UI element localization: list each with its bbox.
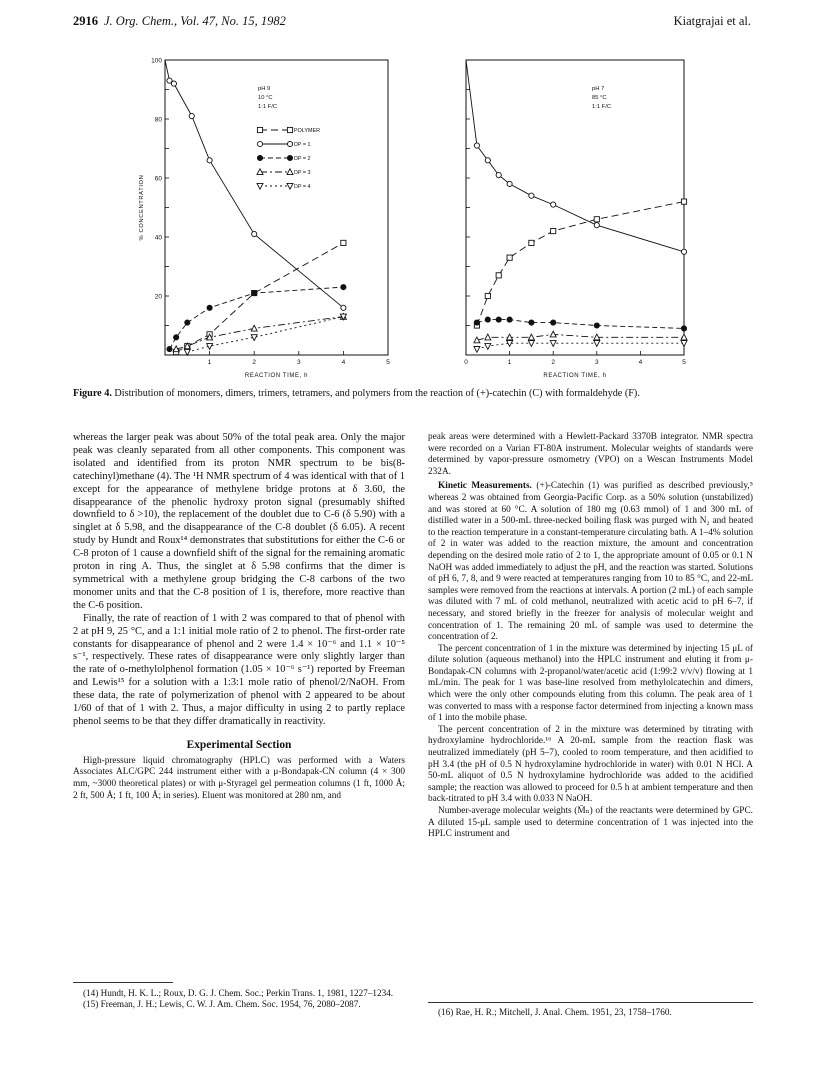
- footnote-rule-right: [428, 1002, 753, 1003]
- kinetic-heading: Kinetic Measurements.: [438, 481, 532, 492]
- legend-marker: [287, 169, 293, 175]
- data-point: [207, 305, 212, 310]
- data-point: [252, 290, 257, 295]
- data-point: [252, 231, 257, 236]
- data-point: [528, 334, 534, 340]
- footnote-15: (15) Freeman, J. H.; Lewis, C. W. J. Am. Chem. Soc. 1954, 76, 2080–2087.: [83, 999, 361, 1009]
- data-point: [485, 344, 491, 350]
- journal-citation: J. Org. Chem., Vol. 47, No. 15, 1982: [104, 14, 286, 28]
- series-line: [176, 317, 343, 350]
- data-point: [594, 341, 600, 347]
- data-point: [594, 223, 599, 228]
- series-dp-1: [165, 60, 346, 310]
- body-paragraph: Finally, the rate of reaction of 1 with 2 was compared to that of phenol with 2 at pH 9, 25 °C, and a 1:1 initial mole ratio of 2 to phenol. The first-order rate constants for disappearance of phenol and 2 were 1.4 × 10⁻⁶ and 1.1 × 10⁻⁵ s⁻¹, respectively. These rates of disappearance were only slightly larger than the rate of o-methylolphenol formation (1.05 × 10⁻⁶ s⁻¹) reported by Freeman and Lewis¹⁵ for a solution with a 1:3:1 mole ratio of phenol/2/NaOH. From these data, the rate of polymerization of phenol with 2 appeared to be about 1/60 of that of 1 with 2. Thus, a major difficulty in using 2 to partly replace phenol seems to be that they differ dramatically in reactivity.: [73, 612, 405, 727]
- y-tick-label: 100: [151, 57, 162, 65]
- experimental-heading: Experimental Section: [186, 738, 292, 751]
- series-polymer: [474, 199, 686, 328]
- data-point: [594, 323, 599, 328]
- x-tick-label: 2: [551, 359, 556, 366]
- condition-label: pH 7: [592, 86, 605, 92]
- x-tick-label: 1: [207, 359, 212, 366]
- legend-marker: [287, 141, 292, 146]
- footnote-16: (16) Rae, H. R.; Mitchell, J. Anal. Chem. 1951, 23, 1758–1760.: [438, 1007, 672, 1017]
- legend-marker: [257, 183, 263, 189]
- kinetic-paragraph: (+)-Catechin (1) was purified as described previously,⁵ whereas 2 was obtained from Georgia-Pacific Corp. as a 50% solution (unstabilized) and was stored at 60 °C. A solution of 180 mg (0.63 mmol) of 1 and 300 mL of distilled water in a 500-mL three-necked boiling flask was purged with N₂ and heated to the reaction temperature in a constant-temperature circulating bath. A 1–4% solution of 2 in water was added to the reaction mixture, the amount and concentration depending on the desired mole ratio of 2 to 1, the appropriate amount of 0.05 or 0.1 N NaOH was added immediately to adjust the pH, and the reaction was started. Solutions of pH 6, 7, 8, and 9 were reacted at temperatures ranging from 10 to 85 °C, and 22-mL samples were removed from the reactions at intervals. A portion (2 mL) of each sample was diluted with 7 mL of cold methanol, neutralized with acetic acid to pH 6–7, if necessary, and stored briefly in the freezer for analysis of molecular weight and concentration of 1. The remaining 20 mL of sample was used to determine the concentration of 2.: [428, 481, 754, 643]
- figure-caption-text: Distribution of monomers, dimers, trimers, tetramers, and polymers from the reaction of (+)-catechin (C) with formaldehyde (F).: [114, 388, 640, 399]
- data-point: [551, 320, 556, 325]
- x-tick-label: 0: [464, 359, 468, 366]
- data-point: [485, 158, 490, 163]
- series-line: [466, 60, 684, 252]
- data-point: [528, 341, 534, 347]
- y-axis-label: % CONCENTRATION: [139, 174, 145, 241]
- data-point: [507, 317, 512, 322]
- condition-label: 10 °C: [258, 95, 273, 101]
- right-column: [428, 432, 753, 841]
- data-point: [507, 181, 512, 186]
- data-point: [251, 325, 257, 331]
- data-point: [174, 335, 179, 340]
- legend-marker: [287, 155, 292, 160]
- page-number: 2916: [73, 14, 98, 28]
- x-tick-label: 4: [638, 359, 643, 366]
- data-point: [681, 249, 686, 254]
- data-point: [474, 347, 480, 353]
- data-point: [594, 217, 599, 222]
- x-tick-label: 5: [682, 359, 686, 366]
- y-tick-label: 20: [154, 293, 162, 301]
- legend-label: DP = 2: [294, 156, 311, 162]
- body-paragraph: peak areas were determined with a Hewlett-Packard 3370B integrator. NMR spectra were recorded on a Varian FT-80A instrument. Molecular weights of standards were determined by vapor-pressure osmometry (VPO) on a Wescan Instruments Model 232A.: [428, 432, 753, 477]
- series-line: [170, 287, 344, 349]
- condition-label: 1:1 F/C: [592, 104, 612, 110]
- data-point: [341, 285, 346, 290]
- data-point: [341, 305, 346, 310]
- data-point: [529, 240, 534, 245]
- data-point: [485, 293, 490, 298]
- plot-frame: [466, 60, 684, 355]
- condition-label: 1:1 F/C: [258, 104, 278, 110]
- y-tick-label: 40: [154, 234, 162, 242]
- condition-label: pH 9: [258, 86, 271, 92]
- footnotes-left: [73, 988, 405, 1010]
- data-point: [496, 172, 501, 177]
- legend: [257, 127, 320, 190]
- x-axis-label: REACTION TIME, h: [244, 373, 309, 379]
- x-tick-label: 1: [507, 359, 512, 366]
- data-point: [207, 158, 212, 163]
- footnotes-right: [428, 1007, 753, 1018]
- left-column: [73, 432, 405, 802]
- figure-4-charts: [0, 0, 821, 388]
- body-paragraph: whereas the larger peak was about 50% of the total peak area. Only the major peak was cleanly separated from all other components. This component was isolated and identified from its proton NMR spectrum to be bis(8-catechinyl)methane (4). The ¹H NMR spectrum of 4 was identical with that of 1 except for the appearance of methylene bridge protons at δ 3.60, the disappearance of the phenolic hydroxy proton signal (presumably shifted downfield to δ >10), the replacement of the doublet due to C-6 (δ 5.90) with a singlet at δ 5.98, and the disappearance of the C-8 doublet (δ 6.05). A recent study by Hundt and Roux¹⁴ demonstrates that substitutions for either the C-6 or C-8 proton of 1 cause a downfield shift of the signal for the remaining aromatic proton in ring A. Thus, the singlet at δ 5.98 confirms that the dimer is symmetrical with a methylene group bridging the C-8 carbons of the two monomer units and that the C-8 position of 1 is, therefore, more reactive than the C-6 position.: [73, 432, 405, 611]
- chart-panel-2: [464, 60, 687, 379]
- data-point: [474, 320, 479, 325]
- series-polymer: [174, 240, 346, 354]
- legend-marker: [257, 127, 262, 132]
- legend-label: POLYMER: [294, 128, 320, 134]
- series-dp-3: [173, 313, 346, 351]
- running-authors: Kiatgrajai et al.: [673, 14, 751, 28]
- condition-label: 85 °C: [592, 95, 607, 101]
- data-point: [507, 255, 512, 260]
- series-line: [165, 60, 343, 308]
- data-point: [681, 326, 686, 331]
- data-point: [681, 199, 686, 204]
- data-point: [167, 347, 172, 352]
- chart-panel-1: [139, 58, 390, 380]
- data-point: [529, 193, 534, 198]
- x-tick-label: 2: [252, 359, 257, 366]
- series-dp-4: [474, 341, 687, 353]
- y-tick-label: 60: [154, 175, 162, 183]
- series-line: [176, 243, 343, 352]
- x-tick-label: 5: [386, 359, 390, 366]
- series-dp-1: [466, 60, 687, 254]
- legend-marker: [257, 141, 262, 146]
- x-tick-label: 4: [341, 359, 346, 366]
- x-tick-label: 3: [296, 359, 301, 366]
- data-point: [185, 320, 190, 325]
- legend-marker: [287, 183, 293, 189]
- body-paragraph: The percent concentration of 1 in the mixture was determined by injecting 15 μL of dilute solution (aqueous methanol) into the HPLC instrument and eluting it from μ-Bondapak-CN columns with 2-propanol/water/acetic acid (1:99:2 v/v/v) flowing at 1 mL/min. The peak for 1 was base-line resolved from methylolcatechin and dimers, which were the only other compounds eluting from this column. The peak area of 1 was converted to mass with a response factor determined from injecting a known mass of 1 into the mobile phase.: [428, 643, 753, 724]
- legend-marker: [287, 127, 292, 132]
- legend-marker: [257, 155, 262, 160]
- data-point: [171, 81, 176, 86]
- legend-label: DP = 3: [294, 170, 311, 176]
- data-point: [550, 331, 556, 337]
- data-point: [485, 317, 490, 322]
- data-point: [184, 349, 190, 355]
- data-point: [550, 341, 556, 347]
- y-tick-label: 80: [154, 116, 162, 124]
- series-dp-2: [167, 285, 346, 352]
- data-point: [341, 240, 346, 245]
- legend-label: DP = 4: [294, 184, 311, 190]
- footnote-14: (14) Hundt, H. K. L.; Roux, D. G. J. Chem. Soc.; Perkin Trans. 1, 1981, 1227–1234.: [83, 988, 394, 998]
- footnote-rule-left: [73, 982, 173, 983]
- data-point: [551, 202, 556, 207]
- data-point: [496, 317, 501, 322]
- body-paragraph: The percent concentration of 2 in the mixture was determined by titrating with hydroxylamine hydrochloride.¹⁶ A 20-mL sample from the reaction flask was neutralized immediately (pH 5–7), cooled to room temperature, and then acidified to pH 3.4 (the pH of 0.5 N hydroxylamine hydrochloride in water) with 0.01 N HCl. A 50-mL aliquot of 0.5 N hydroxylamine hydrochloride was added to the acidified sample; the reaction was allowed to proceed for 0.5 h at ambient temperature and then back-titrated to pH 3.4 with 0.033 N NaOH.: [428, 724, 753, 805]
- data-point: [551, 229, 556, 234]
- data-point: [189, 113, 194, 118]
- series-dp-3: [474, 331, 687, 343]
- legend-label: DP = 1: [294, 142, 311, 148]
- series-line: [477, 202, 684, 326]
- data-point: [474, 143, 479, 148]
- body-paragraph: Number-average molecular weights (M̄ₙ) of the reactants were determined by GPC. A diluted 15-μL sample used to determine concentration of 1 was injected into the HPLC instrument and: [428, 806, 753, 840]
- experimental-paragraph: High-pressure liquid chromatography (HPLC) was performed with a Waters Associates ALC/GPC 244 instrument either with a μ-Bondapak-CN column (4 × 300 mm, ~3000 theoretical plates) or with μ-Styragel gel permeation columns (1 ft, 1000 Å; 2 ft, 500 Å; 1 ft, 100 Å; in series). Eluent was monitored at 280 nm, and: [73, 755, 405, 801]
- data-point: [496, 273, 501, 278]
- series-dp-2: [474, 317, 686, 331]
- x-tick-label: 3: [594, 359, 599, 366]
- data-point: [485, 334, 491, 340]
- x-axis-label: REACTION TIME, h: [543, 373, 607, 379]
- data-point: [529, 320, 534, 325]
- figure-caption: [73, 388, 753, 401]
- figure-label: Figure 4.: [73, 388, 112, 399]
